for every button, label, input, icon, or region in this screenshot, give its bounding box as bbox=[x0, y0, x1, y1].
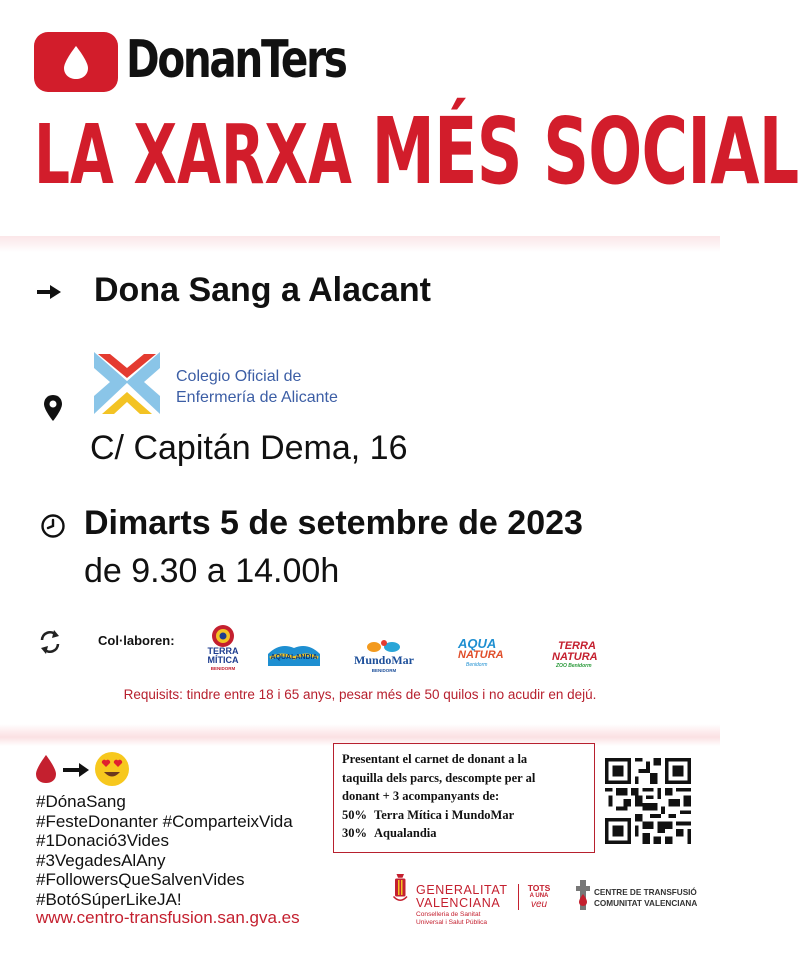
gva-line1: GENERALITAT bbox=[416, 883, 508, 897]
partner-logo-mundomar bbox=[346, 624, 422, 674]
hashtag-item: #BotóSúperLikeJA! bbox=[36, 889, 182, 909]
aqua-natura-line1: AQUA bbox=[458, 636, 497, 651]
donanters-logo bbox=[34, 32, 118, 92]
clock-icon bbox=[40, 513, 66, 539]
terra-mitica-emblem-icon bbox=[209, 624, 237, 648]
generalitat-name bbox=[416, 884, 508, 910]
discount-box bbox=[333, 743, 595, 853]
address: C/ Capitán Dema, 16 bbox=[90, 429, 408, 467]
transfusion-centre-name bbox=[594, 887, 697, 909]
hashtag-item: #3VegadesAlAny bbox=[36, 850, 166, 870]
hashtag-item: #FesteDonanter #ComparteixVida bbox=[36, 811, 293, 831]
collaborators-label: Col·laboren: bbox=[98, 633, 175, 648]
headline bbox=[34, 98, 799, 205]
hashtag-item: #1Donació3Vides bbox=[36, 831, 169, 851]
partner-logo-terra-mitica bbox=[200, 624, 246, 674]
brand-name: DonanTers bbox=[126, 30, 346, 90]
discount-line2: taquilla dels parcs, descompte per al bbox=[342, 770, 536, 785]
discount-parks: Terra Mítica i MundoMar bbox=[374, 807, 515, 822]
event-hours: de 9.30 a 14.00h bbox=[84, 552, 340, 590]
gva-dept1: Conselleria de Sanitat bbox=[416, 911, 481, 918]
partner-logo-aqua-natura bbox=[452, 624, 518, 674]
discount-line1: Presentant el carnet de donant a la bbox=[342, 752, 528, 766]
discount-offer bbox=[342, 806, 586, 825]
requirements-text: Requisits: tindre entre 18 i 65 anys, pesar més de 50 quilos i no acudir en dejú. bbox=[123, 687, 597, 702]
discount-pct: 50% bbox=[342, 807, 367, 822]
discount-parks: Aqualandia bbox=[374, 826, 437, 841]
terra-mitica-line3: BENIDORM bbox=[210, 666, 236, 671]
terra-natura-line1: TERRA bbox=[558, 640, 596, 652]
logo-separator bbox=[518, 884, 519, 910]
blood-drop-icon bbox=[61, 44, 91, 80]
terra-mitica-line1: TERRA bbox=[207, 646, 239, 656]
header bbox=[0, 0, 799, 240]
mundomar-text: MundoMar bbox=[354, 653, 414, 667]
aqualandia-text: AQUALANDIA bbox=[270, 654, 318, 661]
event-title: Dona Sang a Alacant bbox=[94, 271, 431, 309]
headline-part1: LA XARXA bbox=[34, 108, 372, 203]
hashtag-item: #FollowersQueSalvenVides bbox=[36, 870, 245, 890]
slogan-line2: A UNA bbox=[529, 893, 549, 899]
ctcv-line2: COMUNITAT VALENCIANA bbox=[594, 899, 698, 908]
blood-drop-icon bbox=[34, 754, 58, 784]
hashtag-list bbox=[36, 792, 293, 910]
aqua-natura-line2: NATURA bbox=[458, 649, 504, 661]
qr-code[interactable] bbox=[602, 758, 694, 844]
heart-eyes-smiley-icon bbox=[94, 751, 130, 787]
arrow-right-icon bbox=[36, 282, 62, 302]
partner-logo-aqualandia bbox=[266, 624, 322, 674]
discount-offer bbox=[342, 824, 586, 843]
venue-name bbox=[176, 366, 396, 408]
terra-natura-line3: ZOO Benidorm bbox=[556, 663, 592, 669]
venue-name-line2: Enfermería de Alicante bbox=[176, 389, 338, 406]
headline-part2: MÉS SOCIAL bbox=[371, 98, 799, 205]
divider-band bbox=[0, 236, 720, 252]
slogan bbox=[524, 884, 554, 909]
aqua-natura-line3: Benidorm bbox=[466, 662, 488, 668]
conselleria-name bbox=[416, 911, 487, 927]
generalitat-emblem-icon bbox=[392, 872, 410, 906]
slogan-line1: TOTS bbox=[527, 883, 551, 893]
arrow-right-icon bbox=[62, 762, 90, 778]
venue-name-line1: Colegio Oficial de bbox=[176, 368, 302, 385]
website-link[interactable]: www.centro-transfusion.san.gva.es bbox=[36, 908, 300, 927]
ctcv-line1: CENTRE DE TRANSFUSIÓ bbox=[594, 888, 697, 897]
gva-line2: VALENCIANA bbox=[416, 896, 501, 910]
slogan-line3: veu bbox=[530, 899, 548, 910]
discount-line3: donant + 3 acompanyants de: bbox=[342, 789, 500, 804]
mundomar-sub: BENIDORM bbox=[371, 668, 397, 673]
discount-pct: 30% bbox=[342, 826, 367, 841]
gva-dept2: Universal i Salut Pública bbox=[416, 919, 488, 926]
transfusion-centre-icon bbox=[576, 880, 590, 910]
mundomar-animals-icon bbox=[364, 638, 404, 654]
location-pin-icon bbox=[42, 394, 64, 422]
terra-mitica-line2: MÍTICA bbox=[207, 655, 239, 665]
venue-logo bbox=[92, 352, 162, 416]
sync-icon bbox=[36, 628, 64, 656]
hashtag-item: #DónaSang bbox=[36, 792, 126, 811]
event-date: Dimarts 5 de setembre de 2023 bbox=[84, 504, 583, 542]
partner-logo-terra-natura bbox=[548, 624, 610, 674]
terra-natura-line2: NATURA bbox=[552, 651, 598, 663]
